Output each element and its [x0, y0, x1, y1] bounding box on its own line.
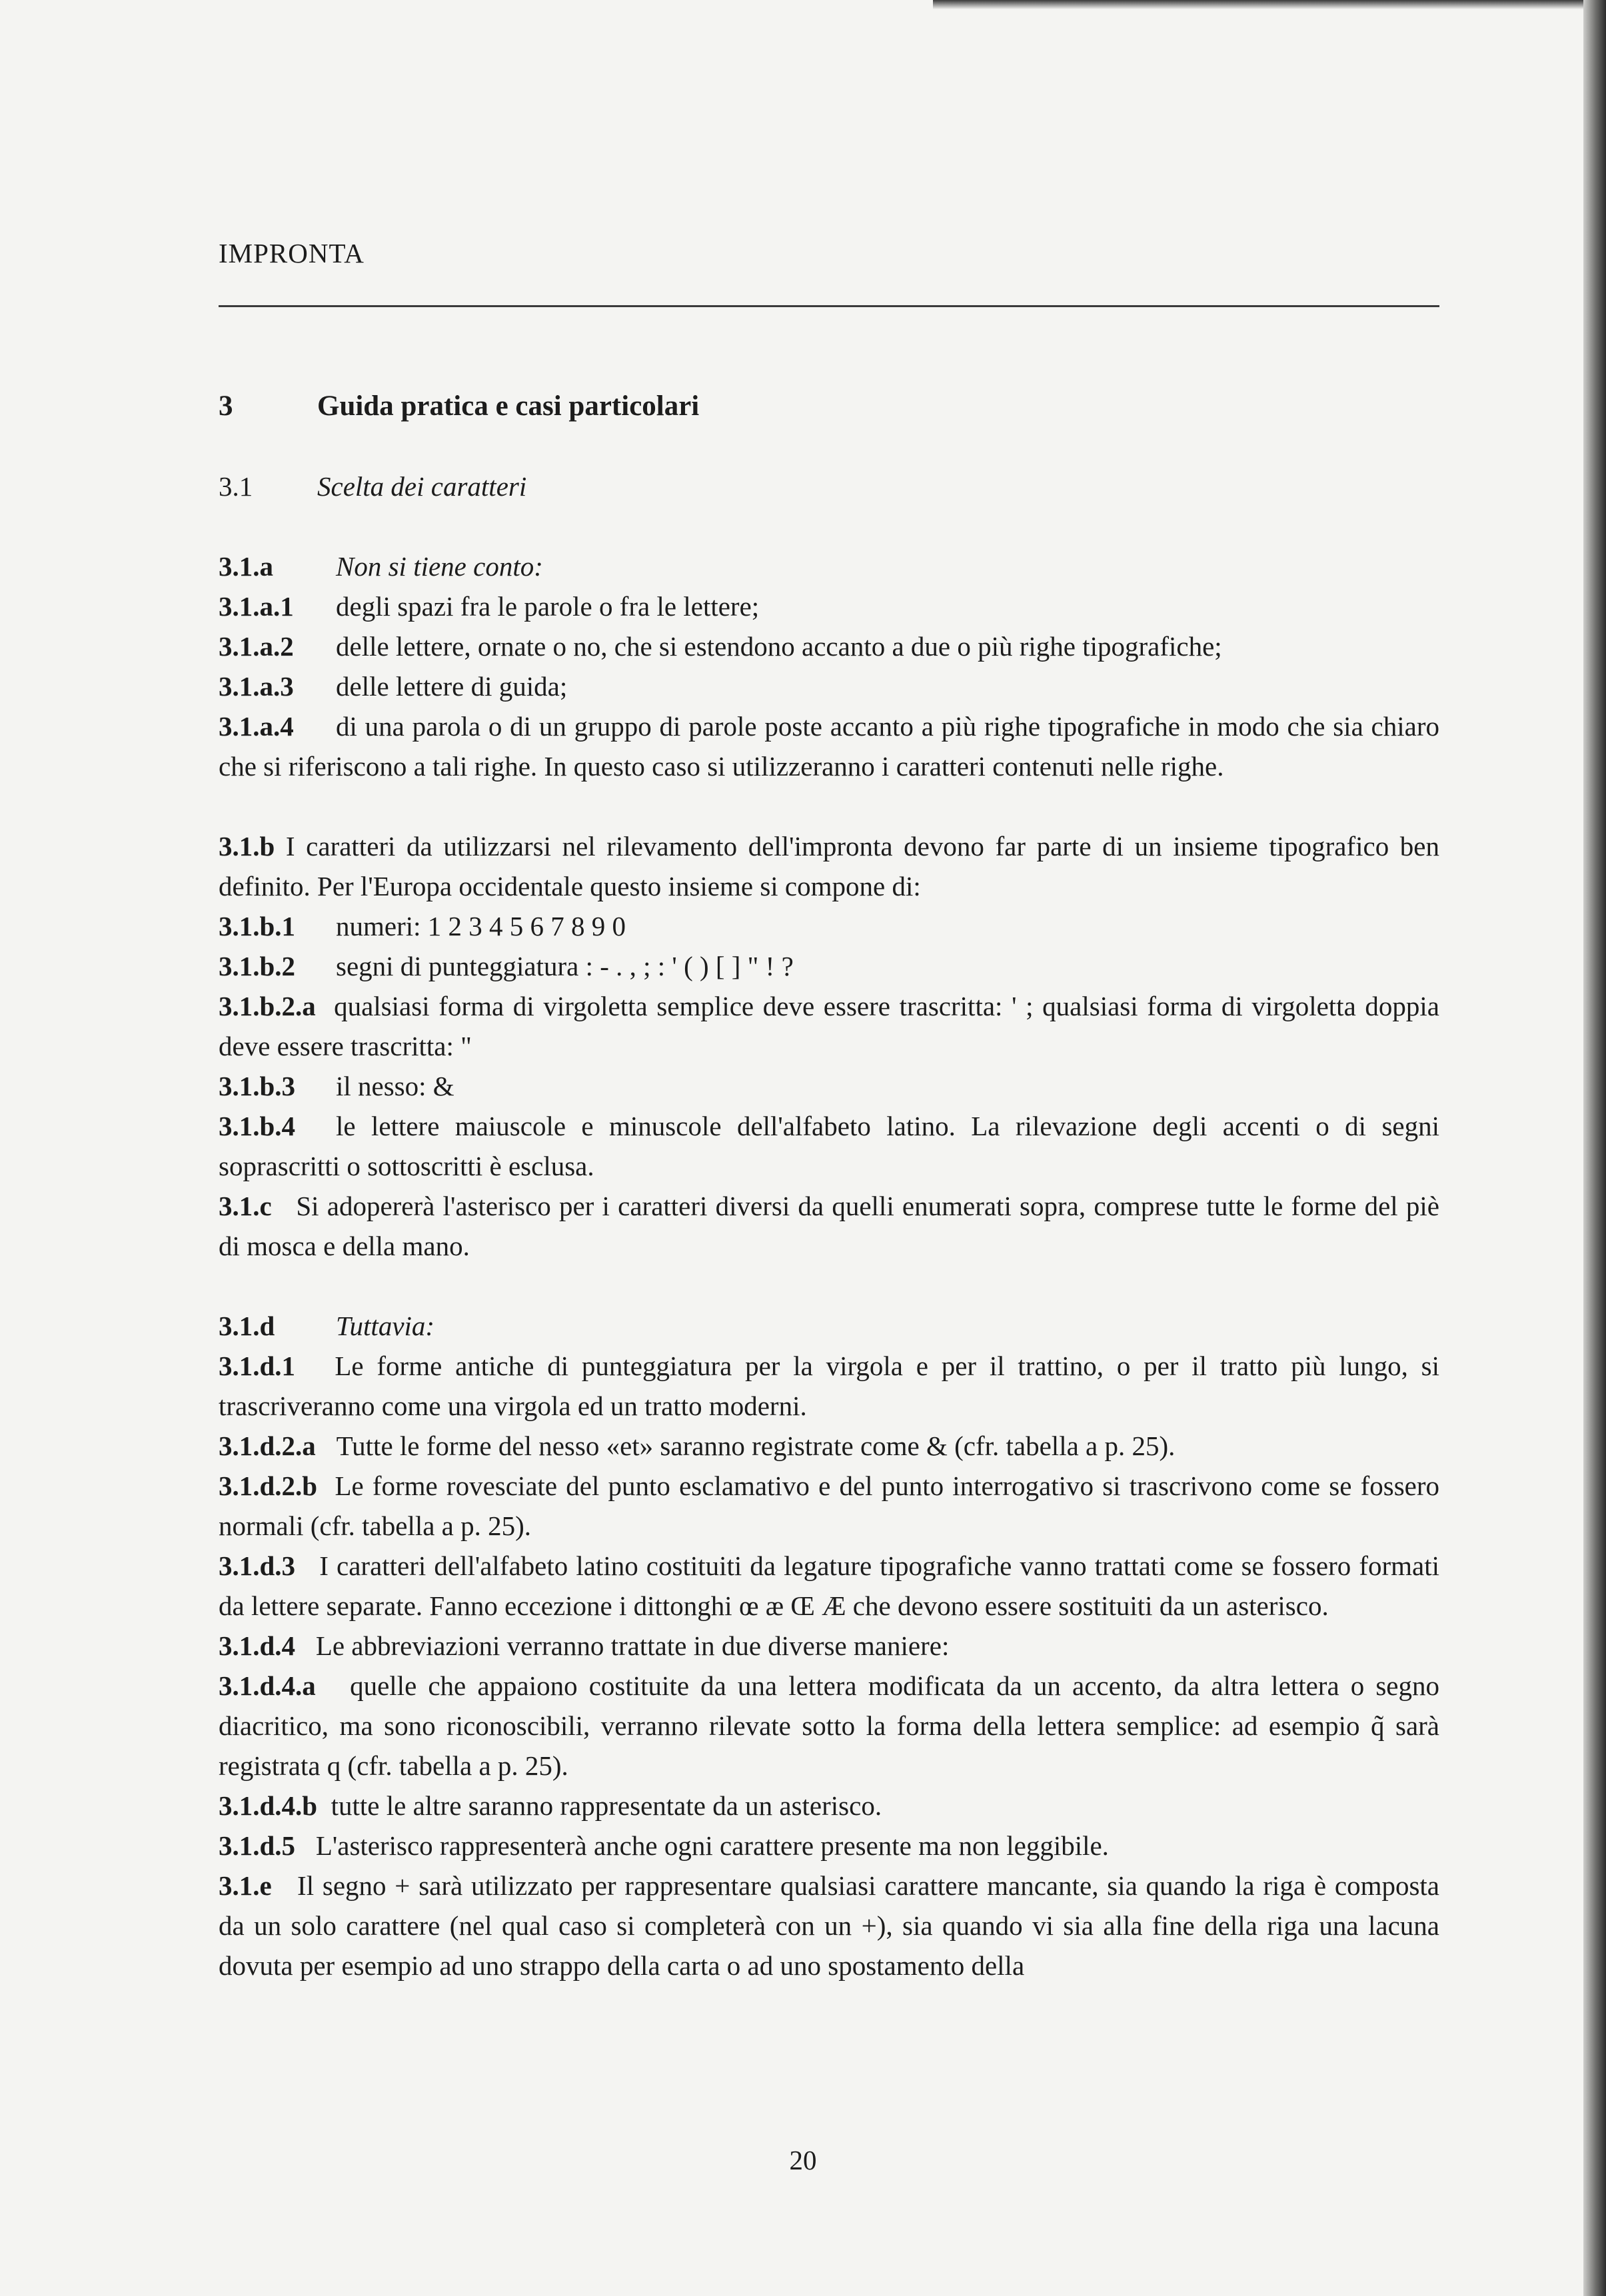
section-number: 3	[219, 390, 233, 422]
rule-number: 3.1.b.2	[219, 951, 296, 981]
rule-text: I caratteri dell'alfabeto latino costituiti da legature tipografiche vanno trattati come se fossero formati da lettere separate. Fanno eccezione i dittonghi œ æ Œ Æ che devono essere sostituiti da un asterisco.	[219, 1550, 1440, 1621]
rule-text: Le forme antiche di punteggiatura per la virgola e per il trattino, o per il tratto più lungo, si trascriveranno come una virgola ed un tratto moderni.	[219, 1351, 1439, 1421]
page-edge	[1583, 0, 1606, 2296]
rule-text: Non si tiene conto:	[336, 551, 543, 582]
rule-number: 3.1.d.1	[219, 1351, 296, 1381]
rule-text: delle lettere di guida;	[336, 671, 568, 702]
page-number: 20	[789, 2145, 817, 2175]
rule-text: Il segno + sarà utilizzato per rappresentare qualsiasi carattere mancante, sia quando la riga è composta da un solo carattere (nel qual caso si completerà con un +), sia quando vi sia alla fine della riga una lacuna dovuta per esempio ad uno strappo della carta o ad uno spostamento della	[219, 1870, 1440, 1981]
rule-number: 3.1.c	[219, 1191, 272, 1221]
rule-number: 3.1.b.2.a	[219, 991, 316, 1021]
rule-text: Le forme rovesciate del punto esclamativo e del punto interrogativo si trascrivono come se fossero normali (cfr. tabella a p. 25).	[219, 1470, 1440, 1541]
rule-text: di una parola o di un gruppo di parole poste accanto a più righe tipografiche in modo che sia chiaro che si riferiscono a tali righe. In questo caso si utilizzeranno i caratteri contenuti nelle righe.	[219, 711, 1439, 782]
rule-number: 3.1.b	[219, 831, 275, 861]
rule-3-1-c	[219, 1186, 1439, 1266]
rule-3-1-b-4	[219, 1106, 1439, 1186]
rule-3-1-b-2-a	[219, 986, 1439, 1066]
rule-text: qualsiasi forma di virgoletta semplice deve essere trascritta: ' ; qualsiasi forma di virgoletta doppia deve essere trascritta: "	[219, 991, 1440, 1061]
subsection-title: Scelta dei caratteri	[317, 471, 527, 502]
rule-3-1-a-1	[219, 586, 1439, 626]
section-title: Guida pratica e casi particolari	[317, 390, 700, 422]
rule-text: I caratteri da utilizzarsi nel rilevamento dell'impronta devono far parte di un insieme tipografico ben definito. Per l'Europa occidentale questo insieme si compone di:	[219, 831, 1440, 901]
rule-3-1-d-5	[219, 1826, 1439, 1866]
rule-3-1-b	[219, 826, 1439, 906]
rule-3-1-d-4	[219, 1626, 1439, 1666]
rule-3-1-d-3	[219, 1546, 1439, 1626]
rule-3-1-d-4-b	[219, 1786, 1439, 1826]
rule-number: 3.1.d.2.b	[219, 1470, 318, 1501]
rule-text: L'asterisco rappresenterà anche ogni carattere presente ma non leggibile.	[315, 1830, 1109, 1861]
rule-number: 3.1.d.4	[219, 1630, 296, 1661]
rule-text: quelle che appaiono costituite da una lettera modificata da un accento, da altra lettera o segno diacritico, ma sono riconoscibili, verranno rilevate sotto la forma della lettera semplice: ad esempio q̃ sarà registrata q (cfr. tabella a p. 25).	[219, 1670, 1439, 1781]
rule-number: 3.1.b.1	[219, 911, 296, 941]
rule-number: 3.1.d.3	[219, 1550, 296, 1581]
rule-text: Tuttavia:	[336, 1311, 435, 1341]
subsection-number: 3.1	[219, 471, 253, 502]
rule-3-1-a	[219, 546, 1439, 586]
rule-text: numeri: 1 2 3 4 5 6 7 8 9 0	[336, 911, 626, 941]
rule-text: delle lettere, ornate o no, che si estendono accanto a due o più righe tipografiche;	[336, 631, 1222, 662]
rule-number: 3.1.a.3	[219, 671, 294, 702]
rule-3-1-e	[219, 1866, 1439, 1986]
page-body	[219, 386, 1439, 1986]
rule-number: 3.1.b.3	[219, 1071, 296, 1101]
rule-number: 3.1.a	[219, 551, 273, 582]
rule-text: degli spazi fra le parole o fra le lettere;	[336, 591, 760, 622]
rule-3-1-d-2-a	[219, 1426, 1439, 1466]
header-divider	[219, 305, 1439, 307]
rule-number: 3.1.d	[219, 1311, 275, 1341]
rule-number: 3.1.d.5	[219, 1830, 296, 1861]
rule-3-1-d-1	[219, 1346, 1439, 1426]
rule-3-1-d	[219, 1306, 1439, 1346]
rule-text: il nesso: &	[336, 1071, 454, 1101]
section-heading	[219, 386, 1439, 426]
rule-number: 3.1.d.4.b	[219, 1790, 318, 1821]
rule-3-1-d-4-a	[219, 1666, 1439, 1786]
rule-text: Le abbreviazioni verranno trattate in due diverse maniere:	[315, 1630, 950, 1661]
subsection-heading	[219, 466, 1439, 506]
rule-3-1-b-3	[219, 1066, 1439, 1106]
running-header: IMPRONTA	[219, 238, 365, 269]
rule-text: Si adopererà l'asterisco per i caratteri diversi da quelli enumerati sopra, comprese tutte le forme del piè di mosca e della mano.	[219, 1191, 1439, 1261]
rule-number: 3.1.d.4.a	[219, 1670, 316, 1701]
rule-text: le lettere maiuscole e minuscole dell'alfabeto latino. La rilevazione degli accenti o di segni soprascritti o sottoscritti è esclusa.	[219, 1111, 1439, 1181]
rule-number: 3.1.a.1	[219, 591, 294, 622]
rule-text: tutte le altre saranno rappresentate da un asterisco.	[331, 1790, 882, 1821]
rule-number: 3.1.e	[219, 1870, 272, 1901]
rule-number: 3.1.b.4	[219, 1111, 296, 1141]
rule-number: 3.1.a.2	[219, 631, 294, 662]
rule-3-1-a-3	[219, 666, 1439, 706]
scan-shadow	[933, 0, 1606, 9]
rule-3-1-d-2-b	[219, 1466, 1439, 1546]
rule-number: 3.1.a.4	[219, 711, 294, 742]
rule-text: Tutte le forme del nesso «et» saranno registrate come & (cfr. tabella a p. 25).	[336, 1431, 1176, 1461]
rule-text: segni di punteggiatura : - . , ; : ' ( ) [ ] " ! ?	[336, 951, 794, 981]
rule-number: 3.1.d.2.a	[219, 1431, 316, 1461]
rule-3-1-b-1	[219, 906, 1439, 946]
rule-3-1-a-2	[219, 626, 1439, 666]
rule-3-1-a-4	[219, 706, 1439, 786]
rule-3-1-b-2	[219, 946, 1439, 986]
